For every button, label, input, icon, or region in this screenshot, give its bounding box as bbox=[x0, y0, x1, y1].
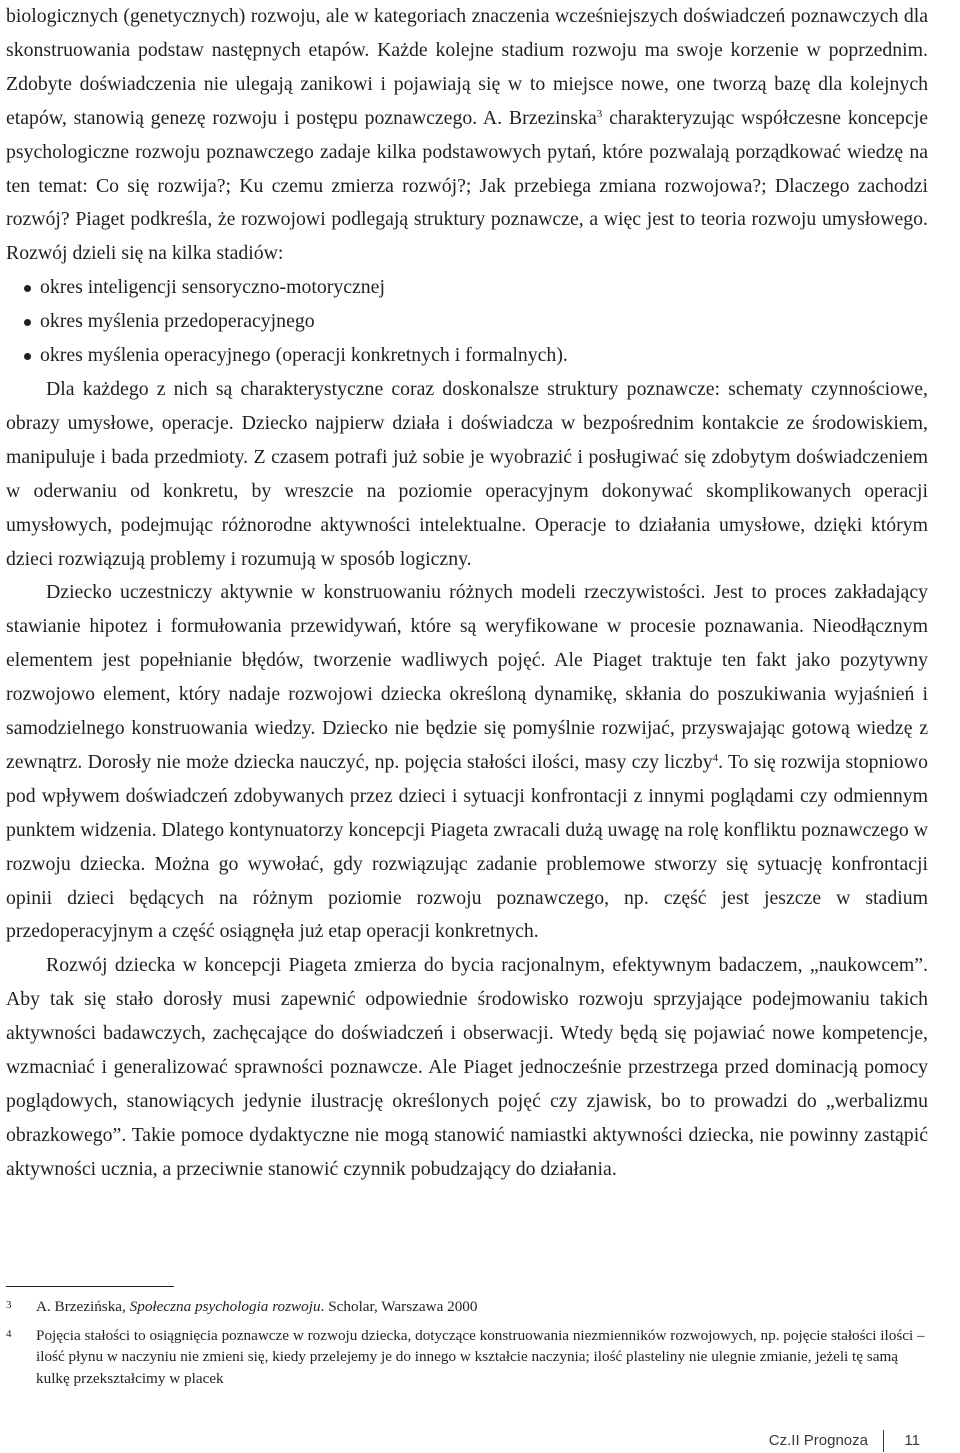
list-item: okres myślenia operacyjnego (operacji konkretnych i formalnych). bbox=[24, 339, 928, 373]
paragraph-3-text-b: . To się rozwija stopniowo pod wpływem doświadczeń zdobywanych przez dzieci i sytuacji konfrontacji z innymi poglądami czy odmiennym punktem widzenia. Dlatego kontynuatorzy koncepcji Piageta zwracali dużą uwagę na rolę konfliktu poznawczego w rozwoju dziecka. Można go wywołać, gdy rozwiązując zadanie problemowe stworzy się sytuację konfrontacji opinii dzieci będących na różnym poziomie rozwoju poznawczego, np. część jest jeszcze w stadium przedoperacyjnym a część osiągnęła już etap operacji konkretnych. bbox=[6, 750, 928, 943]
footer-separator bbox=[883, 1430, 884, 1452]
footnote-4 bbox=[6, 1325, 928, 1390]
list-item: okres myślenia przedoperacyjnego bbox=[24, 305, 928, 339]
footnote-number: 3 bbox=[6, 1299, 12, 1311]
footnote-author: A. Brzezińska, bbox=[36, 1298, 130, 1315]
footnote-text bbox=[36, 1296, 928, 1318]
page-footer bbox=[0, 1430, 960, 1452]
paragraph-3 bbox=[6, 576, 928, 949]
footnote-book-title: Społeczna psychologia rozwoju bbox=[129, 1298, 321, 1315]
footnote-ref-4[interactable]: 4 bbox=[712, 751, 719, 764]
paragraph-3-text-a: Dziecko uczestniczy aktywnie w konstruowaniu różnych modeli rzeczywistości. Jest to proces zakładający stawianie hipotez i formułowania przewidywań, które są weryfikowane w procesie poznawania. Nieodłącznym elementem jest popełnianie błędów, tworzenie wadliwych pojęć. Ale Piaget traktuje ten fakt jako pozytywny rozwojowo element, który nadaje rozwojowi dziecka określoną dynamikę, skłania do poszukiwania wyjaśnień i samodzielnego konstruowania wiedzy. Dziecko nie będzie się pomyślnie rozwijać, przyswajając gotową wiedzę z zewnątrz. Dorosły nie może dziecka nauczyć, np. pojęcia stałości ilości, masy czy liczby bbox=[6, 581, 928, 773]
page-number: 11 bbox=[904, 1432, 920, 1449]
footnote-3 bbox=[6, 1296, 928, 1318]
paragraph-1 bbox=[6, 0, 928, 271]
footer-section-label: Cz.II Prognoza bbox=[768, 1432, 868, 1449]
footnote-number: 4 bbox=[6, 1327, 12, 1340]
footnote-text: Pojęcia stałości to osiągnięcia poznawcze w rozwoju dziecka, dotyczące konstruowania niezmienników rozwojowych, np. pojęcie stałości ilości – ilość płynu w naczyniu nie zmieni się, kiedy przelejemy je do innego w kształcie naczynia; ilość plasteliny nie ulegnie zmianie, jeżeli tę samą kulkę przekształcimy w placek bbox=[36, 1326, 925, 1387]
paragraph-2: Dla każdego z nich są charakterystyczne coraz doskonalsze struktury poznawcze: schematy czynnościowe, obrazy umysłowe, operacje. Dziecko najpierw działa i doświadcza w bezpośrednim kontakcie ze środowiskiem, manipuluje i bada przedmioty. Z czasem potrafi już sobie je wyobrazić i posługiwać się zdobytym doświadczeniem w oderwaniu od konkretu, by wreszcie na poziomie operacyjnym dokonywać skomplikowanych operacji umysłowych, podejmując różnorodne aktywności intelektualne. Operacje to działania umysłowe, dzięki którym dzieci rozwiązują problemy i rozumują w sposób logiczny. bbox=[6, 377, 928, 570]
paragraph-4: Rozwój dziecka w koncepcji Piageta zmierza do bycia racjonalnym, efektywnym badaczem, „naukowcem”. Aby tak się stało dorosły musi zapewnić odpowiednie środowisko rozwoju sprzyjające podejmowaniu takich aktywności badawczych, zachęcające do doświadczeń i obserwacji. Wtedy będą się pojawiać nowe kompetencje, wzmacniać i generalizować sprawności poznawcze. Ale Piaget jednocześnie przestrzega przed dominacją pomocy poglądowych, stanowiących jedynie ilustrację określonych pojęć czy zjawisk, bo to prowadzi do „werbalizmu obrazkowego”. Takie pomoce dydaktyczne nie mogą stanowić namiastki aktywności dziecka, nie powinny zastąpić aktywności ucznia, a przeciwnie stanowić czynnik pobudzający do działania. bbox=[6, 954, 928, 1180]
paragraph-1-text-b: charakteryzując współczesne koncepcje psychologiczne rozwoju poznawczego zadaje kilka podstawowych pytań, które pozwalają porządkować wiedzę na ten temat: Co się rozwija?; Ku czemu zmierza rozwój?; Jak przebiega zmiana rozwojowa?; Dlaczego zachodzi rozwój? Piaget podkreśla, że rozwojowi podlegają struktury poznawcze, a więc jest to teoria rozwoju umysłowego. Rozwój dzieli się na kilka stadiów: bbox=[6, 106, 929, 265]
stages-list bbox=[6, 271, 928, 373]
footnotes bbox=[6, 1296, 928, 1396]
paragraph-1-text-a: biologicznych (genetycznych) rozwoju, ale w kategoriach znaczenia wcześniejszych doświadczeń poznawczych dla skonstruowania podstaw następnych etapów. Każde kolejne stadium rozwoju ma swoje korzenie w poprzednim. Zdobyte doświadczenia nie ulegają zanikowi i pojawiają się w to miejsce nowe, one tworzą bazę dla kolejnych etapów, stanowią genezę rozwoju i postępu poznawczego. A. Brzezinska bbox=[6, 5, 928, 129]
footnote-ref-3[interactable]: 3 bbox=[596, 107, 603, 120]
footnote-publisher: . Scholar, Warszawa 2000 bbox=[320, 1298, 478, 1315]
footnote-divider bbox=[6, 1286, 174, 1287]
list-item: okres inteligencji sensoryczno-motorycznej bbox=[24, 271, 928, 305]
body-text bbox=[6, 0, 928, 1187]
